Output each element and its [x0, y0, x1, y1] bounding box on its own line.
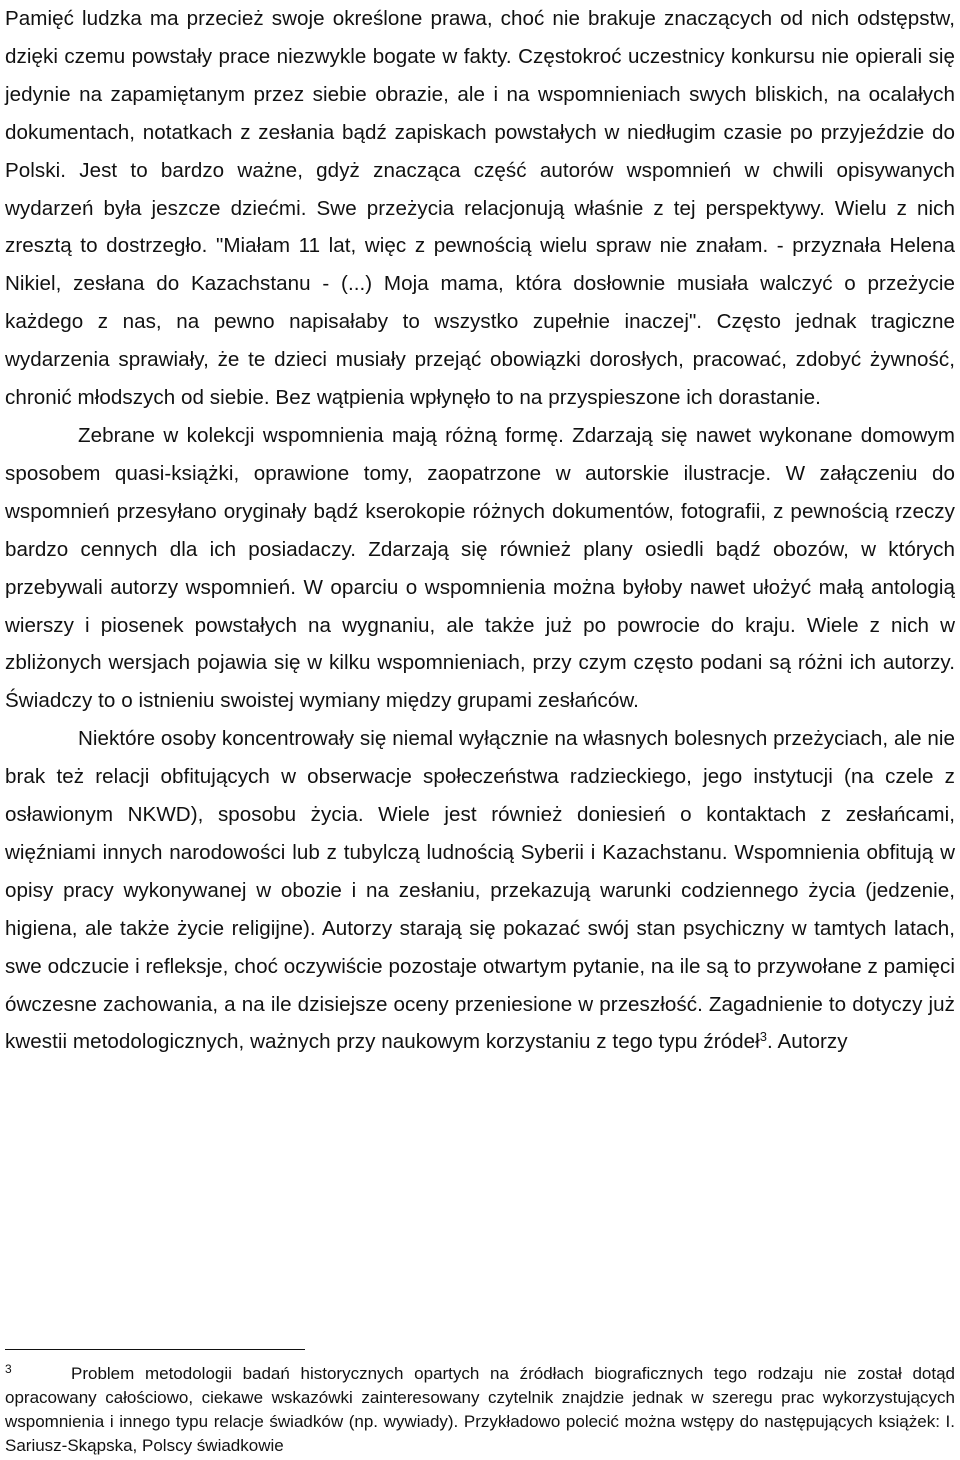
footnote-separator [5, 1349, 305, 1350]
footnote: 3 Problem metodologii badań historycznych opartych na źródłach biograficznych tego rodzaju nie został dotąd opracowany całościowo, ciekawe wskazówki zainteresowany czytelnik znajdzie jednak w szeregu prac wykorzystujących wspomnienia i innego typu relacje świadków (np. wywiady). Przykładowo polecić można wstępy do następujących książek: I. Sariusz-Skąpska, Polscy świadkowie [5, 1362, 955, 1455]
paragraph-1: Pamięć ludzka ma przecież swoje określone prawa, choć nie brakuje znaczących od nich odstępstw, dzięki czemu powstały prace niezwykle bogate w fakty. Częstokroć uczestnicy konkursu nie opierali się jedynie na zapamiętanym przez siebie obrazie, ale i na wspomnieniach swych bliskich, na ocalałych dokumentach, notatkach z zesłania bądź zapiskach powstałych w niedługim czasie po przyjeździe do Polski. Jest to bardzo ważne, gdyż znacząca część autorów wspomnień w chwili opisywanych wydarzeń była jeszcze dziećmi. Swe przeżycia relacjonują właśnie z tej perspektywy. Wielu z nich zresztą to dostrzegło. "Miałam 11 lat, więc z pewnością wielu spraw nie znałam. - przyznała Helena Nikiel, zesłana do Kazachstanu - (...) Moja mama, która dosłownie musiała walczyć o przeżycie każdego z nas, na pewno napisałaby to wszystko zupełnie inaczej". Często jednak tragiczne wydarzenia sprawiały, że te dzieci musiały przejąć obowiązki dorosłych, pracować, zdobyć żywność, chronić młodszych od siebie. Bez wątpienia wpłynęło to na przyspieszone ich dorastanie. [5, 7, 955, 410]
paragraph-3 [5, 720, 955, 1061]
footnote-reference[interactable]: 3 [759, 1029, 768, 1045]
paragraph-2: Zebrane w kolekcji wspomnienia mają różną formę. Zdarzają się nawet wykonane domowym sposobem quasi-książki, oprawione tomy, zaopatrzone w autorskie ilustracje. W załączeniu do wspomnień przesyłano oryginały bądź kserokopie różnych dokumentów, fotografii, z pewnością rzeczy bardzo cennych dla ich posiadaczy. Zdarzają się również plany osiedli bądź obozów, w których przebywali autorzy wspomnień. W oparciu o wspomnienia można byłoby nawet ułożyć małą antologią wierszy i piosenek powstałych na wygnaniu, ale także już po powrocie do kraju. Wiele z nich w zbliżonych wersjach pojawia się w kilku wspomnieniach, przy czym często podani są różni ich autorzy. Świadczy to o istnieniu swoistej wymiany między grupami zesłańców. [5, 423, 955, 713]
document-page [5, 0, 955, 1061]
paragraph-3-text: Niektóre osoby koncentrowały się niemal wyłącznie na własnych bolesnych przeżyciach, ale nie brak też relacji obfitujących w obserwacje społeczeństwa radzieckiego, jego instytucji (na czele z osławionym NKWD), sposobu życia. Wiele jest również doniesień o kontaktach z zesłańcami, więźniami innych narodowości lub z tubylczą ludnością Syberii i Kazachstanu. Wspomnienia obfitują w opisy pracy wykonywanej w obozie i na zesłaniu, przekazują warunki codziennego życia (jedzenie, higiena, ale także życie religijne). Autorzy starają się pokazać swój stan psychiczny w tamtych latach, swe odczucie i refleksje, choć oczywiście pozostaje otwartym pytanie, na ile są to przywołane z pamięci ówczesne zachowania, a na ile dzisiejsze oceny przeniesione w przeszłość. Zagadnienie to dotyczy już kwestii metodologicznych, ważnych przy naukowym korzystaniu z tego typu źródeł [5, 727, 955, 1054]
paragraph-3-tail: . Autorzy [767, 1030, 848, 1054]
footnote-text: Problem metodologii badań historycznych opartych na źródłach biograficznych tego rodzaju nie został dotąd opracowany całościowo, ciekawe wskazówki zainteresowany czytelnik znajdzie jednak w szeregu prac wykorzystujących wspomnienia i innego typu relacje świadków (np. wywiady). Przykładowo polecić można wstępy do następujących książek: I. Sariusz-Skąpska, Polscy świadkowie [5, 1364, 955, 1455]
